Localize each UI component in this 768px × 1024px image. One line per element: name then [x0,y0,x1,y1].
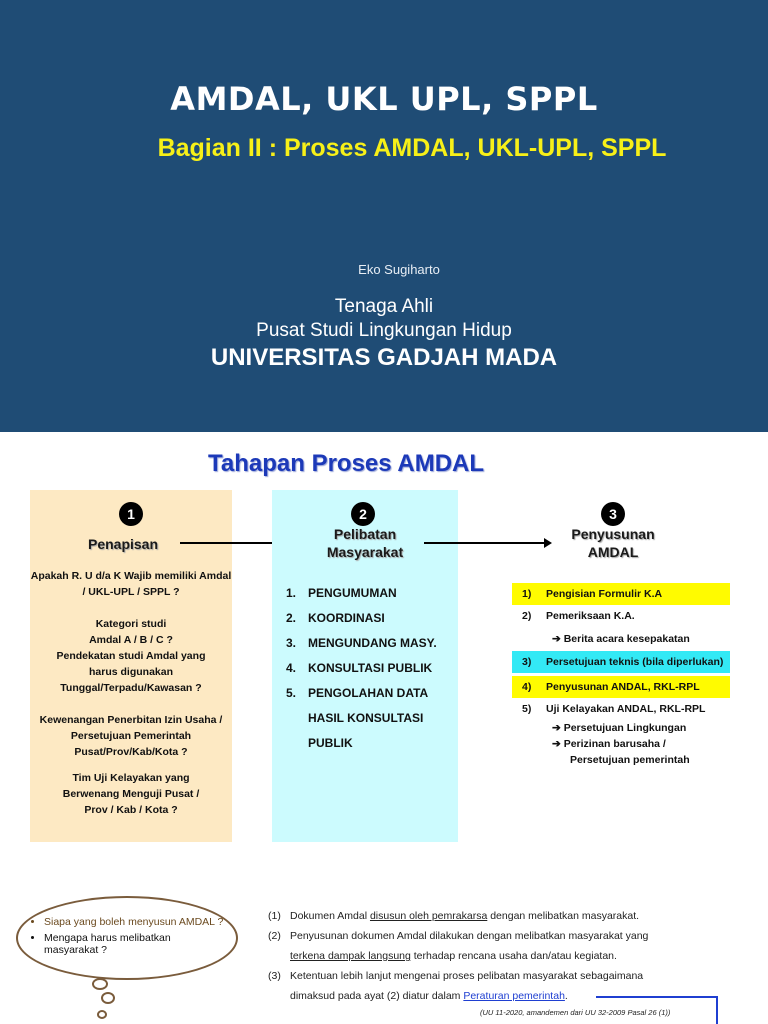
arrow-2-to-3 [424,542,550,544]
prep-step-2-outcome: ➔ Berita acara kesepakatan [552,633,690,645]
preparation-steps [512,583,730,768]
university-name: UNIVERSITAS GADJAH MADA [210,344,558,371]
bubble-question-2: • Mengapa harus melibatkan masyarakat ? [44,932,224,956]
bubble-dot-medium [101,992,115,1004]
step-name-screening: Penapisan [87,536,159,552]
question-3: Pendekatan studi Amdal yang harus digunakan Tunggal/Terpadu/Kawasan ? [56,650,206,694]
step-name-line2: AMDAL [587,544,639,560]
list-item: 1. PENGUMUMAN [286,586,397,600]
step-number-2: 2 [351,502,375,526]
prep-step-4: 4) Penyusunan ANDAL, RKL-RPL [512,676,730,698]
question-2: Kategori studi Amdal A / B / C ? [89,618,173,646]
question-5: Tim Uji Kelayakan yang Berwenang Menguji Pusat / Prov / Kab / Kota ? [62,772,200,816]
prep-step-3: 3) Persetujuan teknis (bila diperlukan) [512,651,730,673]
step-name-line1: Penyusunan [571,526,655,542]
list-item-continuation: PUBLIK [308,736,353,750]
regulation-link[interactable]: Peraturan pemerintah [463,990,565,1002]
law-reference: (UU 11-2020, amandemen dari UU 32-2009 Pasal 26 (1)) [480,1008,671,1017]
list-item: 4. KONSULTASI PUBLIK [286,661,433,675]
prep-step-5-outcome-2: ➔ Perizinan barusaha / [552,738,666,750]
question-1: Apakah R. U d/a K Wajib memiliki Amdal / UKL-UPL / SPPL ? [30,570,232,598]
bubble-dot-large [92,978,108,990]
callout-line [596,996,718,998]
prep-step-5-outcome-1: ➔ Persetujuan Lingkungan [552,722,687,734]
law-paragraph-3: (3) Ketentuan lebih lanjut mengenai proses pelibatan masyarakat sebagaimana [268,970,644,982]
slide-subtitle: Bagian II : Proses AMDAL, UKL-UPL, SPPL [157,134,667,162]
list-item: 3. MENGUNDANG MASY. [286,636,437,650]
slide-title: AMDAL, UKL UPL, SPPL [170,80,598,118]
bubble-question-1: • Siapa yang boleh menyusun AMDAL ? [44,916,224,928]
title-slide [0,0,768,432]
law-paragraph-3-cont: dimaksud pada ayat (2) diatur dalam Peraturan pemerintah. [290,990,568,1002]
step-name-line1: Pelibatan [333,526,397,542]
author-role: Tenaga Ahli [334,296,434,317]
prep-step-5-outcome-2-cont: Persetujuan pemerintah [570,754,690,766]
law-excerpt [268,906,738,1006]
research-center: Pusat Studi Lingkungan Hidup [256,320,512,341]
question-bubble [16,896,238,980]
law-paragraph-2: (2) Penyusunan dokumen Amdal dilakukan dengan melibatkan masyarakat yang [268,930,649,942]
prep-step-1: 1) Pengisian Formulir K.A [512,583,730,605]
step-name-line2: Masyarakat [326,544,404,560]
prep-step-2: 2) Pemeriksaan K.A. [522,610,635,622]
process-title: Tahapan Proses AMDAL [208,450,485,477]
author-name: Eko Sugiharto [358,262,440,277]
list-item: 2. KOORDINASI [286,611,385,625]
list-item: 5. PENGOLAHAN DATA [286,686,429,700]
question-4: Kewenangan Penerbitan Izin Usaha / Persetujuan Pemerintah Pusat/Prov/Kab/Kota ? [39,714,223,758]
prep-step-5: 5) Uji Kelayakan ANDAL, RKL-RPL [522,703,706,715]
law-paragraph-2-cont: terkena dampak langsung terhadap rencana usaha dan/atau kegiatan. [290,950,617,962]
step-number-3: 3 [601,502,625,526]
callout-line-vertical [716,996,718,1024]
step-name-preparation [540,525,686,561]
law-paragraph-1: (1) Dokumen Amdal disusun oleh pemrakarsa dengan melibatkan masyarakat. [268,910,640,922]
list-item-continuation: HASIL KONSULTASI [308,711,424,725]
bubble-dot-small [97,1010,107,1019]
step-number-1: 1 [119,502,143,526]
involvement-list [286,585,456,760]
